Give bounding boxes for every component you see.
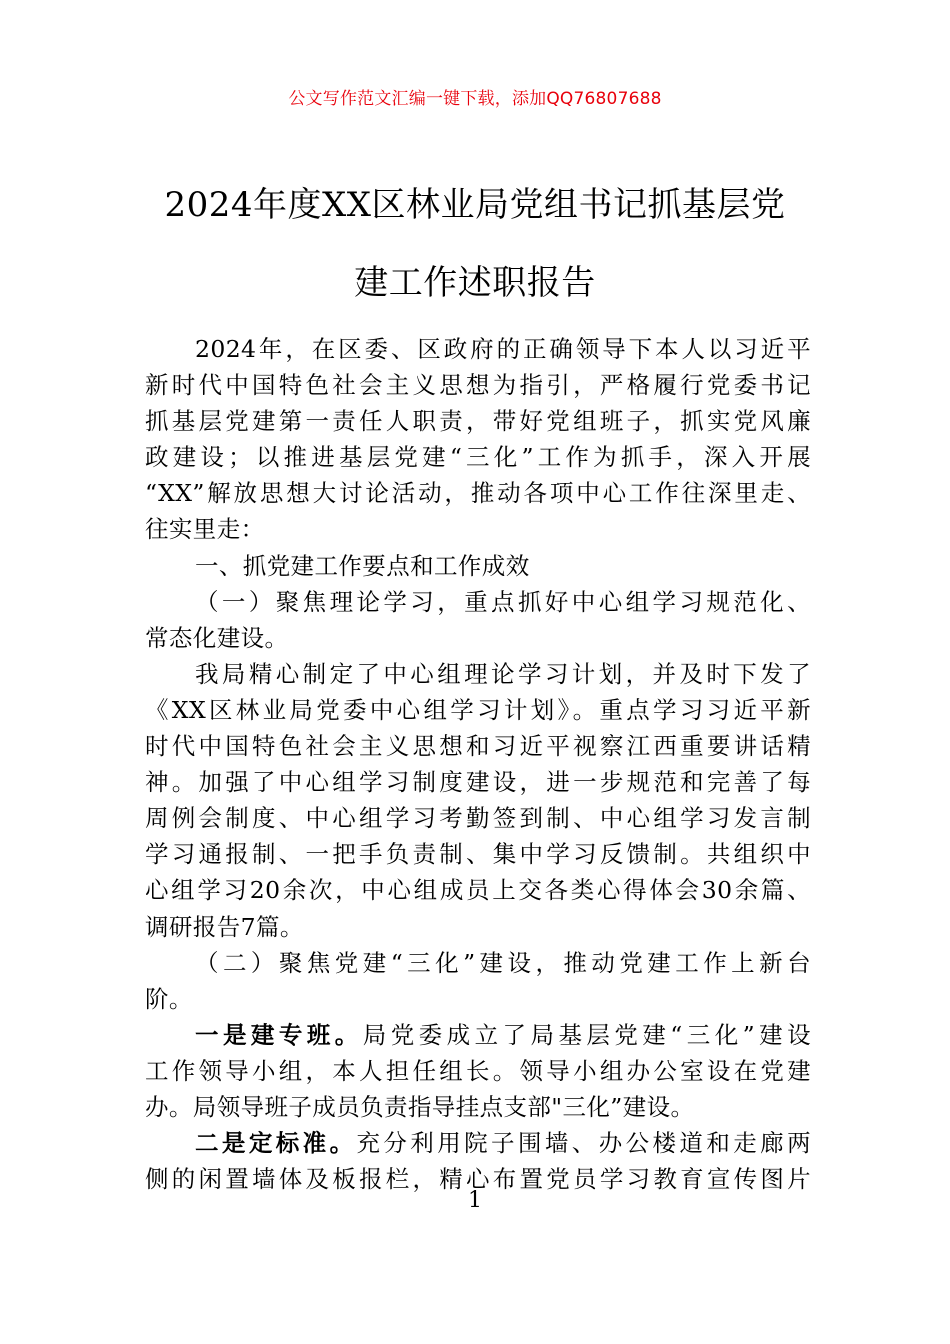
paragraph-line: 我局精心制定了中心组理论学习计划，并及时下发了 — [195, 659, 811, 688]
page-number: 1 — [468, 1188, 482, 1213]
item-label: 二是定标准。 — [195, 1129, 357, 1158]
title-line-2: 建工作述职报告 — [354, 263, 596, 303]
report-title — [140, 166, 810, 322]
item-line: 工作领导小组，本人担任组长。领导小组办公室设在党建 — [145, 1056, 811, 1085]
download-banner[interactable]: 公文写作范文汇编一键下载，添加QQ76807688 — [288, 89, 662, 109]
item-line — [145, 1125, 811, 1161]
title-line-1: 2024年度XX区林业局党组书记抓基层党 — [164, 185, 786, 225]
paragraph-line: 学习通报制、一把手负责制、集中学习反馈制。共组织中 — [145, 840, 811, 869]
subsection-heading-line: 常态化建设。 — [145, 623, 289, 652]
intro-line: 政建设；以推进基层党建“三化”工作为抓手，深入开展 — [145, 443, 811, 472]
item-line — [145, 1017, 811, 1053]
intro-line: 抓基层党建第一责任人职责，带好党组班子，抓实党风廉 — [145, 407, 811, 436]
intro-line: “XX”解放思想大讨论活动，推动各项中心工作往深里走、 — [145, 479, 811, 508]
paragraph-line: 调研报告7篇。 — [145, 912, 304, 941]
intro-line: 往实里走： — [145, 515, 265, 544]
subsection-heading-line: 阶。 — [145, 984, 193, 1013]
paragraph-line: 心组学习20余次，中心组成员上交各类心得体会30余篇、 — [145, 876, 811, 905]
paragraph-line: 《XX区林业局党委中心组学习计划》。重点学习习近平新 — [145, 695, 811, 724]
subsection-heading-line: （一）聚焦理论学习，重点抓好中心组学习规范化、 — [195, 587, 811, 616]
paragraph-line: 周例会制度、中心组学习考勤签到制、中心组学习发言制 — [145, 804, 811, 833]
item-text: 充分利用院子围墙、办公楼道和走廊两 — [356, 1129, 811, 1158]
section-heading: 一、抓党建工作要点和工作成效 — [195, 551, 530, 580]
item-line: 办。局领导班子成员负责指导挂点支部"三化”建设。 — [145, 1092, 695, 1121]
subsection-heading-line: （二）聚焦党建“三化”建设，推动党建工作上新台 — [195, 948, 811, 977]
intro-line: 新时代中国特色社会主义思想为指引，严格履行党委书记 — [145, 371, 811, 400]
item-label: 一是建专班。 — [195, 1020, 363, 1049]
item-line: 侧的闲置墙体及板报栏，精心布置党员学习教育宣传图片 — [145, 1165, 811, 1194]
report-body — [145, 331, 811, 1197]
item-text: 局党委成立了局基层党建“三化”建设 — [362, 1020, 811, 1049]
paragraph-line: 时代中国特色社会主义思想和习近平视察江西重要讲话精 — [145, 732, 811, 761]
paragraph-line: 神。加强了中心组学习制度建设，进一步规范和完善了每 — [145, 768, 811, 797]
intro-line: 2024年，在区委、区政府的正确领导下本人以习近平 — [195, 335, 811, 363]
